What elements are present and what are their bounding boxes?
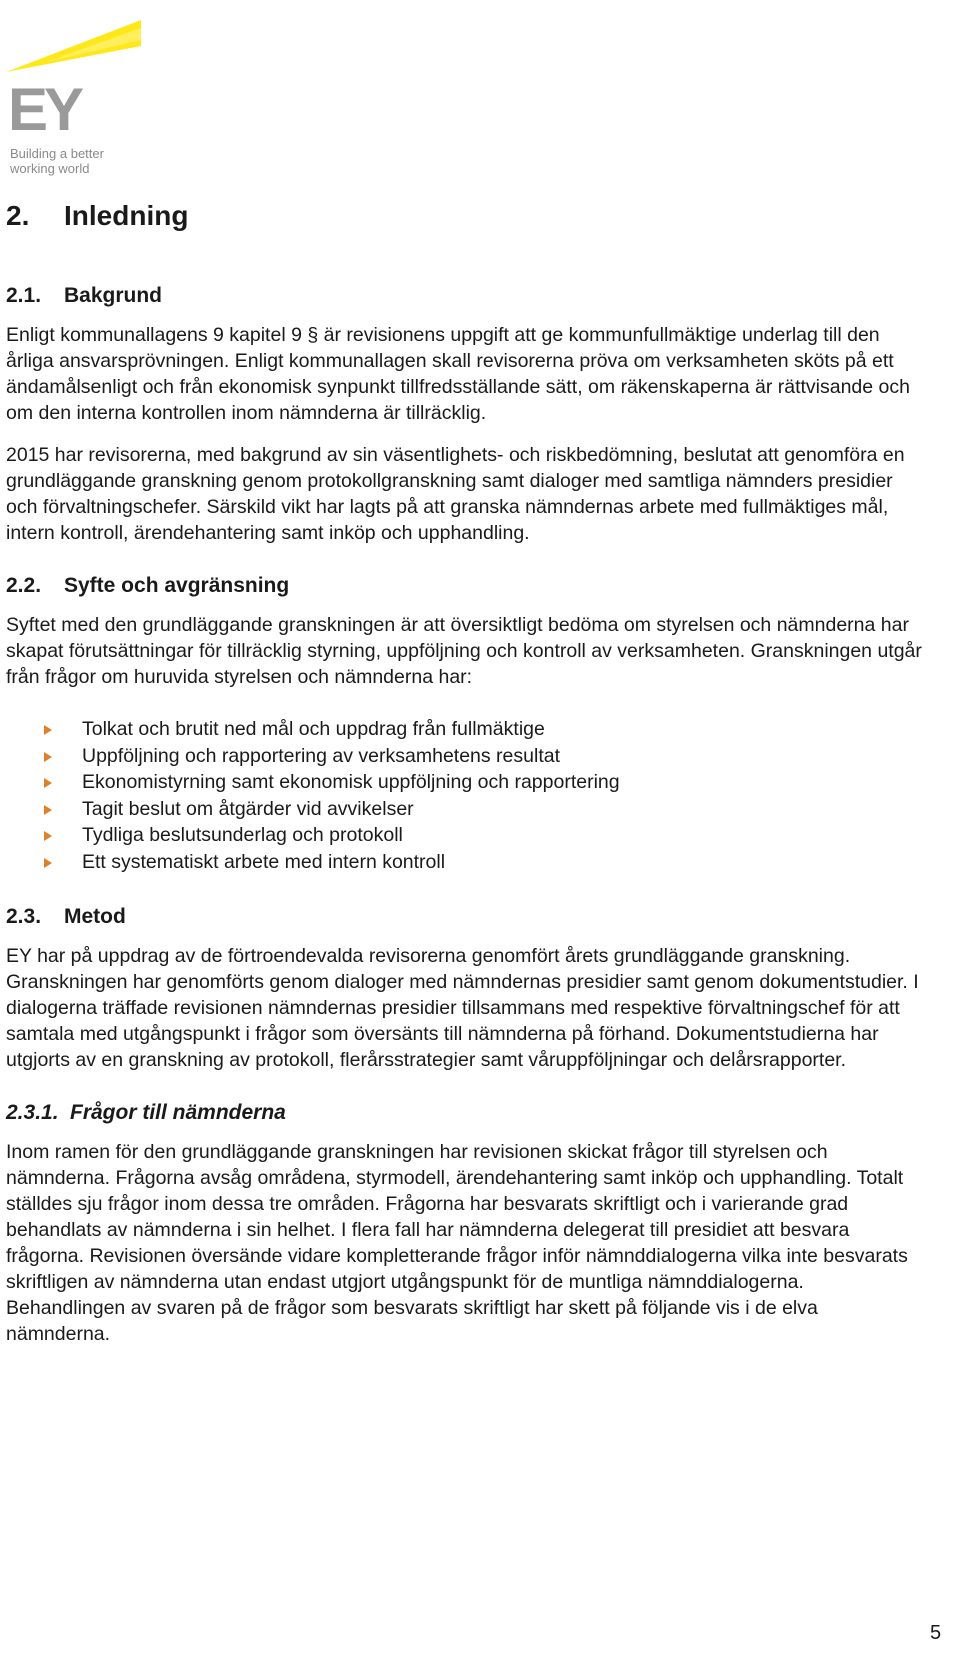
document-content — [6, 200, 926, 1375]
list-item-text: Ett systematiskt arbete med intern kontroll — [82, 850, 446, 873]
subsection-number: 2.3.1. — [6, 1101, 59, 1124]
section-bakgrund — [6, 284, 926, 546]
bullet-triangle-icon — [44, 778, 52, 788]
list-item-text: Tagit beslut om åtgärder vid avvikelser — [82, 797, 414, 820]
section-title: Syfte och avgränsning — [64, 574, 290, 597]
ey-logo-tagline — [10, 146, 104, 176]
section-number: 2.1. — [6, 284, 42, 307]
list-item — [42, 796, 926, 823]
chapter-heading — [6, 200, 926, 232]
page-number: 5 — [930, 1622, 942, 1644]
section-number: 2.3. — [6, 905, 42, 928]
ey-logo — [6, 14, 156, 176]
tagline-line-1: Building a better — [10, 146, 104, 161]
paragraph: Syftet med den grundläggande granskningen är att översiktligt bedöma om styrelsen och nämnderna har skapat förutsättningar för tillräcklig styrning, uppföljning och kontroll av verksamheten. Granskningen utgår från frågor om huruvida styrelsen och nämnderna har: — [6, 614, 922, 688]
subsection-heading-fragor — [6, 1101, 926, 1125]
bullet-triangle-icon — [44, 831, 52, 841]
paragraph: EY har på uppdrag av de förtroendevalda revisorerna genomfört årets grundläggande granskning. Granskningen har genomförts genom dialoger med nämndernas presidier samt genom dokumentstudier. I dialogerna träffade revisionen nämndernas presidier tillsammans med respektive förvaltningschef för att samtala med utgångspunkt i frågor som översänts till nämnderna på förhand. Dokumentstudierna har utgjorts av en granskning av protokoll, flerårsstrategier samt våruppföljningar och delårsrapporter. — [6, 945, 919, 1071]
bullet-list — [6, 716, 926, 875]
list-item — [42, 716, 926, 743]
section-heading-metod — [6, 905, 926, 929]
bullet-triangle-icon — [44, 858, 52, 868]
section-syfte — [6, 574, 926, 875]
ey-beam-icon — [6, 14, 156, 84]
section-title: Bakgrund — [64, 284, 163, 307]
section-fragor — [6, 1101, 926, 1347]
ey-logo-letters: EY — [8, 76, 81, 143]
section-heading-syfte — [6, 574, 926, 598]
section-title: Metod — [64, 905, 126, 928]
list-item-text: Tolkat och brutit ned mål och uppdrag från fullmäktige — [82, 718, 545, 740]
bullet-triangle-icon — [44, 805, 52, 815]
list-item — [42, 849, 926, 876]
section-number: 2.2. — [6, 574, 42, 597]
tagline-line-2: working world — [10, 161, 90, 176]
list-item — [42, 743, 926, 770]
paragraph: 2015 har revisorerna, med bakgrund av sin väsentlighets- och riskbedömning, beslutat att genomföra en grundläggande granskning genom protokollgranskning samt dialoger med samtliga nämnders presidier och förvaltningschefer. Särskild vikt har lagts på att granska nämndernas arbete med fullmäktiges mål, intern kontroll, ärendehantering samt inköp och upphandling. — [6, 444, 905, 544]
list-item-text: Tydliga beslutsunderlag och protokoll — [82, 824, 403, 846]
section-heading-bakgrund — [6, 284, 926, 308]
bullet-triangle-icon — [44, 725, 52, 735]
bullet-triangle-icon — [44, 752, 52, 762]
list-item — [42, 822, 926, 849]
paragraph: Inom ramen för den grundläggande granskningen har revisionen skickat frågor till styrelsen och nämnderna. Frågorna avsåg områdena, styrmodell, ärendehantering samt inköp och upphandling. Totalt ställdes sju frågor inom dessa tre områden. Frågorna har besvarats skriftligt och i varierande grad behandlats av nämnderna i sin helhet. I flera fall har nämnderna delegerat till presidiet att besvara frågorna. Revisionen översände vidare kompletterande frågor inför nämnddialogerna vilka inte besvarats skriftligen av nämnderna utan endast utgjort utgångspunkt för de muntliga nämnddialogerna. Behandlingen av svaren på de frågor som besvarats skriftligt har skett på följande vis i de elva nämnderna. — [6, 1141, 908, 1345]
list-item-text: Uppföljning och rapportering av verksamhetens resultat — [82, 744, 561, 767]
chapter-title: Inledning — [64, 200, 189, 231]
section-metod — [6, 905, 926, 1073]
chapter-number: 2. — [6, 200, 30, 231]
list-item-text: Ekonomistyrning samt ekonomisk uppföljning och rapportering — [82, 771, 620, 793]
paragraph: Enligt kommunallagens 9 kapitel 9 § är revisionens uppgift att ge kommunfullmäktige underlag till den årliga ansvarsprövningen. Enligt kommunallagen skall revisorerna pröva om verksamheten sköts på ett ändamålsenligt och från ekonomisk synpunkt tillfredsställande sätt, om räkenskaperna är rättvisande och om den interna kontrollen inom nämnderna är tillräcklig. — [6, 324, 910, 424]
subsection-title: Frågor till nämnderna — [70, 1101, 286, 1124]
list-item — [42, 769, 926, 796]
